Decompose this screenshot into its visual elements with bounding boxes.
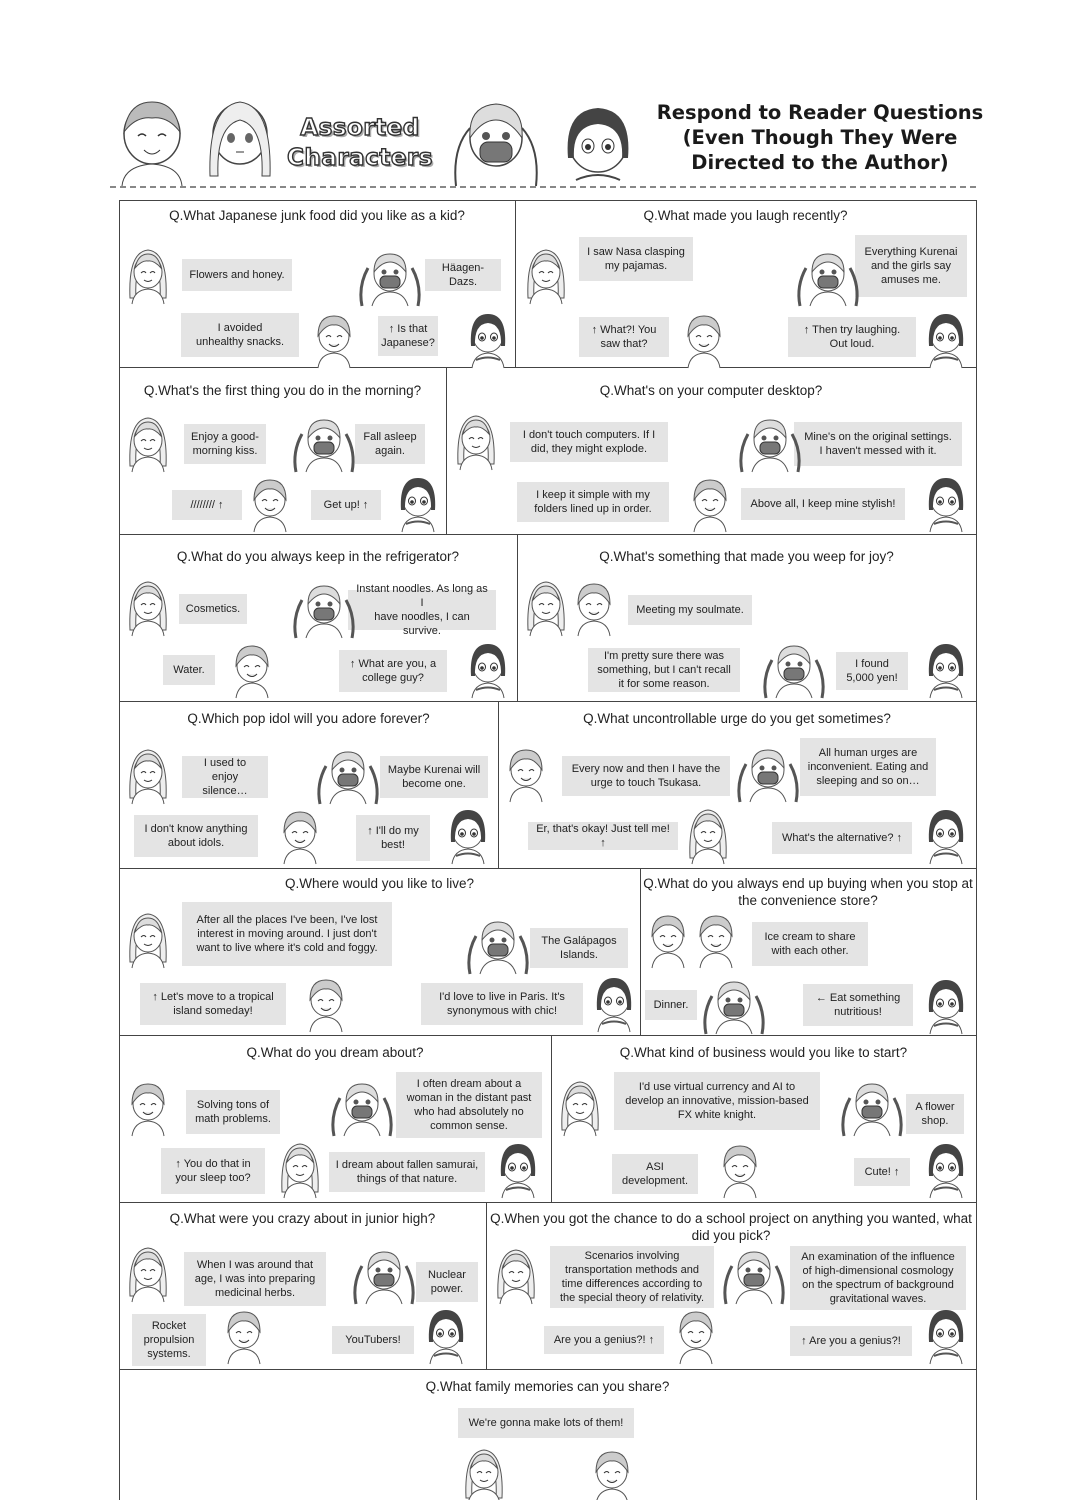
speech-bubble: //////// ↑ xyxy=(172,490,242,520)
character-face-icon xyxy=(126,746,170,806)
question: Q.What do you always keep in the refrigerator? xyxy=(176,549,460,564)
question: Q.What family memories can you share? xyxy=(425,1379,670,1394)
question: Q.What do you dream about? xyxy=(246,1045,424,1060)
panel-border xyxy=(119,1369,976,1370)
character-face-icon xyxy=(304,974,348,1034)
speech-bubble: I'm pretty sure there was something, but I can't recall it for some reason. xyxy=(588,648,740,692)
speech-bubble: ASI development. xyxy=(612,1154,698,1194)
speech-bubble: ↑ Then try laughing. Out loud. xyxy=(788,317,916,357)
speech-bubble: ↑ What?! You saw that? xyxy=(579,317,669,357)
title-line: Directed to the Author) xyxy=(691,151,949,174)
panel-border xyxy=(119,868,976,869)
character-face-icon xyxy=(126,414,170,474)
character-face-icon xyxy=(762,640,826,700)
speech-bubble: All human urges are inconvenient. Eating and sleeping and so on… xyxy=(800,738,936,796)
speech-bubble: Scenarios involving transportation methods and time differences according to the special theory of relativity. xyxy=(550,1246,714,1308)
character-face-icon xyxy=(278,806,322,866)
character-face-icon xyxy=(126,1078,170,1138)
question: Q.What kind of business would you like to start? xyxy=(619,1045,908,1060)
speech-bubble: Are you a genius?! ↑ xyxy=(544,1326,664,1354)
logo-line: Characters xyxy=(287,145,433,171)
character-face-icon xyxy=(462,1446,506,1500)
speech-bubble: What's the alternative? ↑ xyxy=(772,822,912,854)
speech-bubble: I often dream about a woman in the distant past who had absolutely no common sense. xyxy=(396,1072,542,1138)
character-face-icon xyxy=(316,746,380,806)
character-face-icon xyxy=(572,578,616,638)
speech-bubble: I don't touch computers. If I did, they might explode. xyxy=(510,422,668,462)
character-face-icon xyxy=(396,474,440,534)
logo-assorted-characters xyxy=(285,113,435,173)
speech-bubble: Maybe Kurenai will become one. xyxy=(380,756,488,798)
speech-bubble: ↑ Are you a genius?! xyxy=(790,1326,912,1356)
panel-border xyxy=(119,1035,976,1036)
character-face-icon xyxy=(558,1078,602,1138)
character-face-icon xyxy=(924,976,968,1036)
question: Q.What's the first thing you do in the morning? xyxy=(143,383,422,398)
speech-bubble: Meeting my soulmate. xyxy=(628,595,752,625)
character-face-icon xyxy=(126,578,170,638)
speech-bubble: After all the places I've been, I've lost interest in moving around. I just don't want to live where it's cold and foggy. xyxy=(182,902,392,966)
character-face-icon xyxy=(682,310,726,370)
character-portrait-icon xyxy=(562,102,634,188)
character-face-icon xyxy=(840,1078,904,1138)
character-face-icon xyxy=(466,916,530,976)
speech-bubble: ↑ Let's move to a tropical island someday! xyxy=(140,983,286,1025)
question: Q.What Japanese junk food did you like as a kid? xyxy=(169,208,465,223)
speech-bubble: I found 5,000 yen! xyxy=(836,652,908,690)
character-face-icon xyxy=(466,640,510,700)
speech-bubble: Häagen-Dazs. xyxy=(425,259,501,291)
character-face-icon xyxy=(278,1140,322,1200)
speech-bubble: Get up! ↑ xyxy=(311,490,381,520)
character-face-icon xyxy=(694,910,738,970)
character-portrait-icon xyxy=(204,96,276,186)
question: Q.What made you laugh recently? xyxy=(643,208,848,223)
question: Q.Which pop idol will you adore forever? xyxy=(187,711,430,726)
character-face-icon xyxy=(736,744,800,804)
speech-bubble: Flowers and honey. xyxy=(182,259,292,291)
character-face-icon xyxy=(738,414,802,474)
panel-border xyxy=(515,200,516,367)
question: Q.What do you always end up buying when you stop at the convenience store? xyxy=(643,876,973,908)
speech-bubble: Rocket propulsion systems. xyxy=(132,1314,206,1366)
character-face-icon xyxy=(352,1246,416,1306)
character-face-icon xyxy=(718,1140,762,1200)
character-face-icon xyxy=(126,246,170,306)
panel-border xyxy=(119,367,976,368)
character-portrait-icon xyxy=(116,96,188,186)
header-divider xyxy=(110,186,976,188)
character-face-icon xyxy=(494,1246,538,1306)
panel-border xyxy=(119,200,976,201)
character-face-icon xyxy=(248,474,292,534)
character-face-icon xyxy=(126,1244,170,1304)
character-face-icon xyxy=(590,1446,634,1500)
character-face-icon xyxy=(466,310,510,370)
speech-bubble: ↑ What are you, a college guy? xyxy=(339,650,447,692)
speech-bubble: Every now and then I have the urge to touch Tsukasa. xyxy=(562,756,730,796)
panel-border xyxy=(119,1202,976,1203)
page-title xyxy=(640,100,1000,175)
character-face-icon xyxy=(924,474,968,534)
speech-bubble: Solving tons of math problems. xyxy=(186,1090,280,1134)
character-portrait-icon xyxy=(446,98,546,188)
speech-bubble: Ice cream to share with each other. xyxy=(752,922,868,966)
speech-bubble: I don't know anything about idols. xyxy=(134,815,258,857)
speech-bubble: I saw Nasa clasping my pajamas. xyxy=(579,237,693,281)
character-face-icon xyxy=(312,310,356,370)
question: Q.What's on your computer desktop? xyxy=(599,383,823,398)
question: Q.Where would you like to live? xyxy=(284,876,475,891)
character-face-icon xyxy=(358,248,422,308)
speech-bubble: An examination of the influence of high-dimensional cosmology on the spectrum of background gravitational waves. xyxy=(790,1246,966,1310)
speech-bubble: The Galápagos Islands. xyxy=(530,928,628,968)
speech-bubble: Dinner. xyxy=(645,990,697,1020)
character-face-icon xyxy=(722,1246,786,1306)
panel-border xyxy=(119,534,976,535)
speech-bubble: Enjoy a good- morning kiss. xyxy=(184,424,266,464)
character-face-icon xyxy=(222,1306,266,1366)
character-face-icon xyxy=(592,974,636,1034)
character-face-icon xyxy=(446,806,490,866)
character-face-icon xyxy=(796,248,860,308)
character-face-icon xyxy=(924,310,968,370)
character-face-icon xyxy=(524,246,568,306)
speech-bubble: ↑ Is that Japanese? xyxy=(378,316,438,356)
speech-bubble: Cute! ↑ xyxy=(854,1158,910,1186)
character-face-icon xyxy=(292,580,356,640)
question: Q.What's something that made you weep for joy? xyxy=(599,549,894,564)
character-face-icon xyxy=(496,1140,540,1200)
speech-bubble: Fall asleep again. xyxy=(355,424,425,464)
question: Q.What were you crazy about in junior high? xyxy=(169,1211,436,1226)
speech-bubble: Above all, I keep mine stylish! xyxy=(741,488,905,520)
character-face-icon xyxy=(504,744,548,804)
speech-bubble: I dream about fallen samurai, things of that nature. xyxy=(329,1152,485,1192)
title-line: Respond to Reader Questions xyxy=(656,101,984,124)
character-face-icon xyxy=(702,976,766,1036)
character-face-icon xyxy=(126,910,170,970)
character-face-icon xyxy=(424,1306,468,1366)
character-face-icon xyxy=(292,414,356,474)
character-face-icon xyxy=(230,640,274,700)
title-line: (Even Though They Were xyxy=(682,126,958,149)
speech-bubble: Water. xyxy=(163,655,215,685)
character-face-icon xyxy=(688,474,732,534)
speech-bubble: I'd use virtual currency and AI to develop an innovative, mission-based FX white knight. xyxy=(614,1072,820,1130)
question: Q.What uncontrollable urge do you get sometimes? xyxy=(583,711,891,726)
speech-bubble: Mine's on the original settings. I haven't messed with it. xyxy=(794,422,962,466)
speech-bubble: Everything Kurenai and the girls say amuses me. xyxy=(855,235,967,297)
character-face-icon xyxy=(924,640,968,700)
speech-bubble: Cosmetics. xyxy=(179,594,247,624)
character-face-icon xyxy=(524,578,568,638)
speech-bubble: I'd love to live in Paris. It's synonymous with chic! xyxy=(421,983,583,1025)
speech-bubble: We're gonna make lots of them! xyxy=(458,1408,634,1438)
speech-bubble: Instant noodles. As long as I have noodles, I can survive. xyxy=(348,590,496,630)
speech-bubble: I keep it simple with my folders lined up in order. xyxy=(517,482,669,522)
speech-bubble: I avoided unhealthy snacks. xyxy=(181,313,299,357)
speech-bubble: ↑ I'll do my best! xyxy=(356,815,430,861)
speech-bubble: ← Eat something nutritious! xyxy=(803,984,913,1026)
character-face-icon xyxy=(330,1078,394,1138)
speech-bubble: I used to enjoy silence… xyxy=(182,756,268,798)
character-face-icon xyxy=(674,1306,718,1366)
character-face-icon xyxy=(924,1140,968,1200)
question: Q.When you got the chance to do a school project on anything you wanted, what did you pick? xyxy=(490,1211,972,1243)
speech-bubble: Nuclear power. xyxy=(416,1262,478,1302)
speech-bubble: A flower shop. xyxy=(906,1094,964,1134)
speech-bubble: When I was around that age, I was into preparing medicinal herbs. xyxy=(184,1252,326,1306)
character-face-icon xyxy=(924,1306,968,1366)
speech-bubble: Er, that's okay! Just tell me! ↑ xyxy=(528,822,678,850)
character-face-icon xyxy=(686,806,730,866)
character-face-icon xyxy=(454,412,498,472)
character-face-icon xyxy=(646,910,690,970)
character-face-icon xyxy=(924,806,968,866)
speech-bubble: ↑ You do that in your sleep too? xyxy=(161,1148,265,1194)
panel-border xyxy=(119,701,976,702)
logo-line: Assorted xyxy=(300,115,420,141)
speech-bubble: YouTubers! xyxy=(332,1326,414,1354)
